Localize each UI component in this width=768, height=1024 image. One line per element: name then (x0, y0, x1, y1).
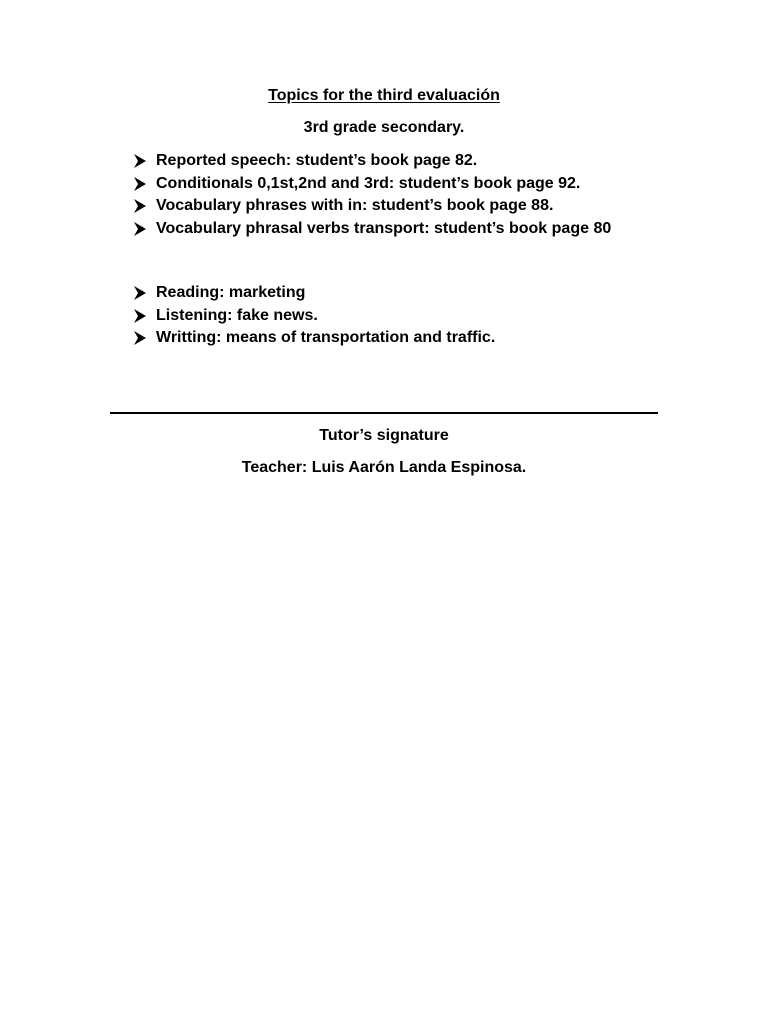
list-item-text: Vocabulary phrases with in: student’s book page 88. (156, 197, 554, 215)
list-item (132, 282, 495, 305)
teacher-name: Teacher: Luis Aarón Landa Espinosa. (241, 459, 527, 476)
document-subtitle: 3rd grade secondary. (303, 119, 465, 136)
arrowhead-bullet-icon (132, 150, 156, 172)
arrowhead-bullet-icon (132, 327, 156, 349)
arrowhead-bullet-icon (132, 218, 156, 240)
list-item (132, 327, 495, 350)
list-item (132, 173, 611, 196)
list-item-text: Reported speech: student’s book page 82. (156, 152, 478, 170)
topics-list-grammar (132, 150, 611, 240)
signature-line (110, 412, 658, 414)
arrowhead-bullet-icon (132, 173, 156, 195)
arrowhead-bullet-icon (132, 305, 156, 327)
document-title: Topics for the third evaluación (268, 87, 500, 104)
list-item-text: Reading: marketing (156, 284, 306, 302)
topics-list-skills (132, 282, 495, 350)
list-item (132, 195, 611, 218)
list-item-text: Conditionals 0,1st,2nd and 3rd: student’s book page 92. (156, 174, 581, 192)
signature-label: Tutor’s signature (319, 427, 449, 444)
list-item (132, 305, 495, 328)
arrowhead-bullet-icon (132, 195, 156, 217)
arrowhead-bullet-icon (132, 282, 156, 304)
list-item-text: Vocabulary phrasal verbs transport: student’s book page 80 (156, 219, 612, 237)
list-item-text: Listening: fake news. (156, 306, 318, 324)
list-item (132, 218, 611, 241)
list-item-text: Writting: means of transportation and traffic. (156, 329, 496, 347)
list-item (132, 150, 611, 173)
